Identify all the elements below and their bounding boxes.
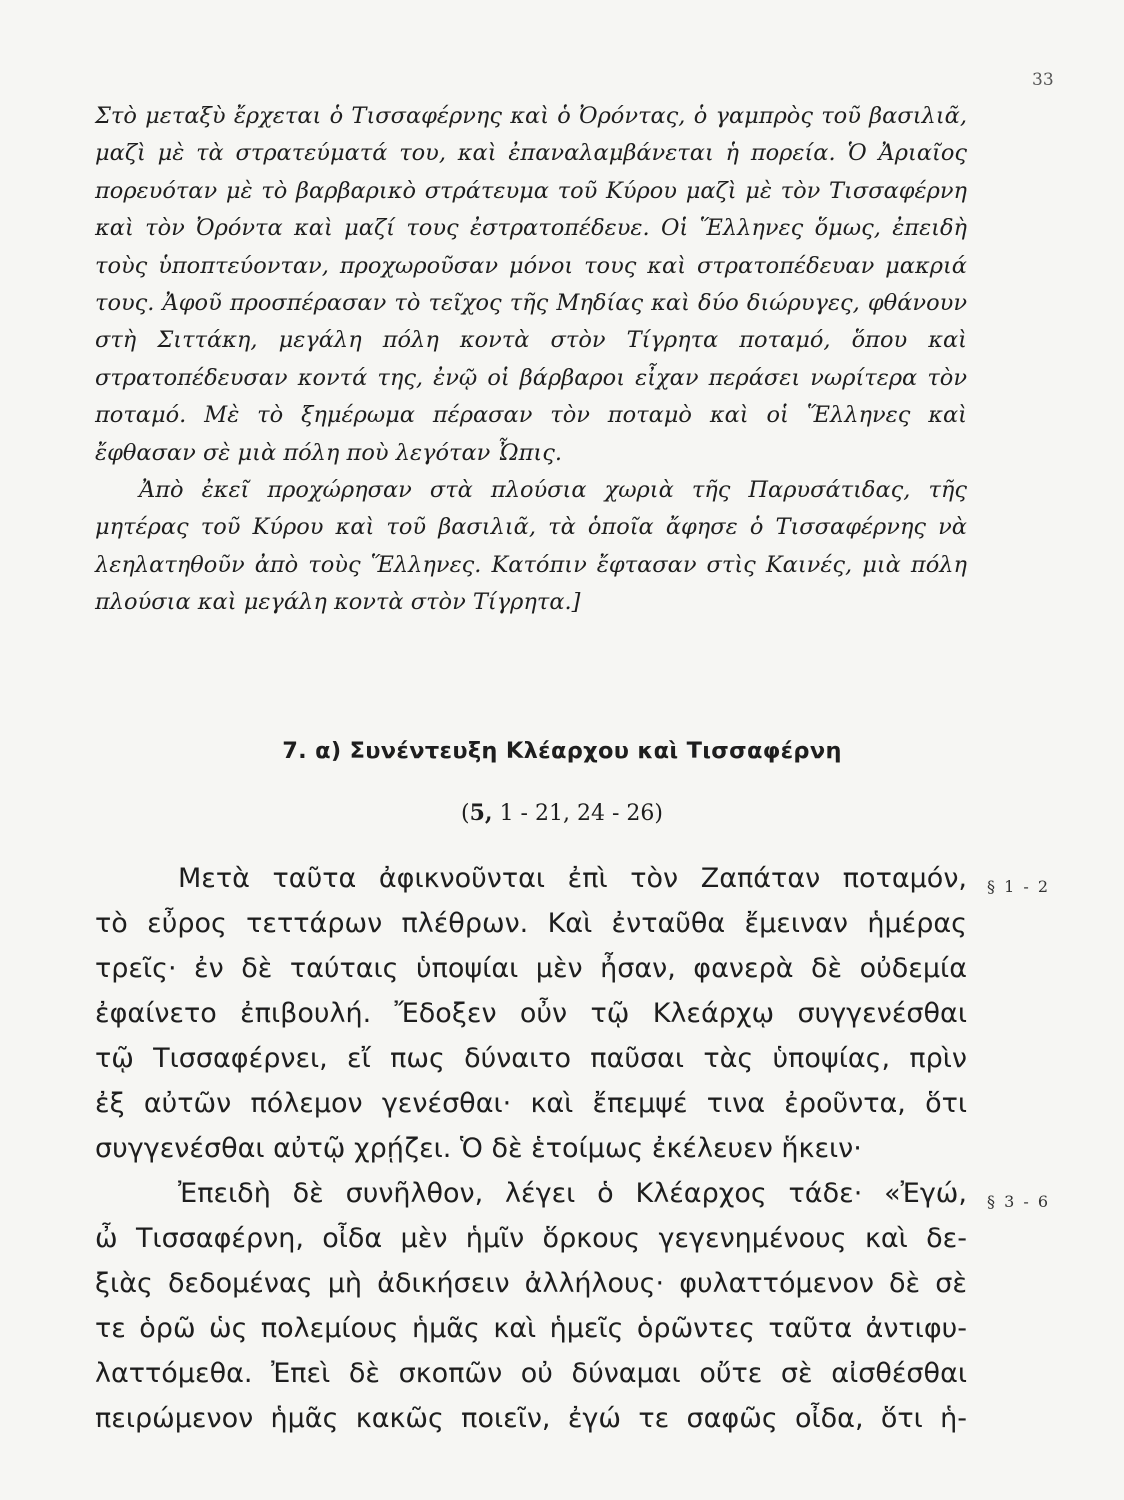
greek-text-line: ξιὰς δεδομένας μὴ ἀδικήσειν ἀλλήλους· φυλαττόμενον δὲ σὲ [95,1268,967,1299]
greek-text-line: τε ὁρῶ ὡς πολεμίους ἡμᾶς καὶ ἡμεῖς ὁρῶντες ταῦτα ἀντιφυ- [95,1313,967,1344]
greek-text-line: Ἐπειδὴ δὲ συνῆλθον, λέγει ὁ Κλέαρχος τάδε· «Ἐγώ, [178,1178,967,1209]
section-ref-rest: 1 - 21, 24 - 26) [492,801,663,826]
greek-text-line: τρεῖς· ἐν δὲ ταύταις ὑποψίαι μὲν ἦσαν, φανερὰ δὲ οὐδεμία [95,953,967,984]
section-heading: 7. α) Συνέντευξη Κλέαρχου καὶ Τισσαφέρνη [282,738,842,764]
greek-text-line: συγγενέσθαι αὐτῷ χρῄζει. Ὁ δὲ ἑτοίμως ἐκέλευεν ἥκειν· [95,1133,862,1164]
greek-text-line: τῷ Τισσαφέρνει, εἴ πως δύναιτο παῦσαι τὰς ὑποψίας, πρὶν [95,1043,967,1074]
margin-section-ref: § 3 - 6 [987,1192,1051,1211]
greek-text-line: λαττόμεθα. Ἐπεὶ δὲ σκοπῶν οὐ δύναμαι οὔτε σὲ αἰσθέσθαι [95,1358,967,1389]
margin-section-ref: § 1 - 2 [987,877,1051,896]
section-reference [0,800,1124,826]
greek-text-line: ἐξ αὐτῶν πόλεμον γενέσθαι· καὶ ἔπεμψέ τινα ἐροῦντα, ὅτι [95,1088,967,1119]
summary-paragraph: Στὸ μεταξὺ ἔρχεται ὁ Τισσαφέρνης καὶ ὁ Ὀρόντας, ὁ γαμπρὸς τοῦ βασιλιᾶ, μαζὶ μὲ τὰ στρατεύματά του, καὶ ἐπαναλαμβάνεται ἡ πορεία. Ὁ Ἀριαῖος πορευόταν μὲ τὸ βαρβαρικὸ στράτευμα τοῦ Κύρου μαζὶ μὲ τὸν Τισσαφέρνη καὶ τὸν Ὀρόντα καὶ μαζί τους ἐστρατοπέδευε. Οἱ Ἕλληνες ὅμως, ἐπειδὴ τοὺς ὑποπτεύονταν, προχωροῦσαν μόνοι τους καὶ στρατοπέδευαν μακριά τους. Ἀφοῦ προσπέρασαν τὸ τεῖχος τῆς Μηδίας καὶ δύο διώρυγες, φθάνουν στὴ Σιττάκη, μεγάλη πόλη κοντὰ στὸν Τίγρητα ποταμό, ὅπου καὶ στρατοπέδευσαν κοντά της, ἐνῷ οἱ βάρβαροι εἶχαν περάσει νωρίτερα τὸν ποταμό. Μὲ τὸ ξημέρωμα πέρασαν τὸν ποταμὸ καὶ οἱ Ἕλληνες καὶ ἔφθασαν σὲ μιὰ πόλη ποὺ λεγόταν Ὦπις. [95,103,967,466]
greek-text-line: ἐφαίνετο ἐπιβουλή. Ἔδοξεν οὖν τῷ Κλεάρχῳ συγγενέσθαι [95,998,967,1029]
summary-paragraph: Ἀπὸ ἐκεῖ προχώρησαν στὰ πλούσια χωριὰ τῆς Παρυσάτιδας, τῆς μητέρας τοῦ Κύρου καὶ τοῦ βασιλιᾶ, τὰ ὁποῖα ἄφησε ὁ Τισσαφέρνης νὰ λεηλατηθοῦν ἀπὸ τοὺς Ἕλληνες. Κατόπιν ἔφτασαν στὶς Καινές, μιὰ πόλη πλούσια καὶ μεγάλη κοντὰ στὸν Τίγρητα.] [95,477,967,616]
greek-text-line: ὦ Τισσαφέρνη, οἶδα μὲν ἡμῖν ὅρκους γεγενημένους καὶ δε- [95,1223,967,1254]
section-ref-book: 5, [469,800,493,826]
greek-text-line: τὸ εὖρος τεττάρων πλέθρων. Καὶ ἐνταῦθα ἔμειναν ἡμέρας [95,908,967,939]
section-ref-open: ( [461,801,470,826]
greek-text-line: Μετὰ ταῦτα ἀφικνοῦνται ἐπὶ τὸν Ζαπάταν ποταμόν, [178,863,967,894]
page-number: 33 [1032,70,1054,90]
greek-text-line: πειρώμενον ἡμᾶς κακῶς ποιεῖν, ἐγώ τε σαφῶς οἶδα, ὅτι ἡ- [95,1403,967,1434]
summary-text [95,98,967,622]
